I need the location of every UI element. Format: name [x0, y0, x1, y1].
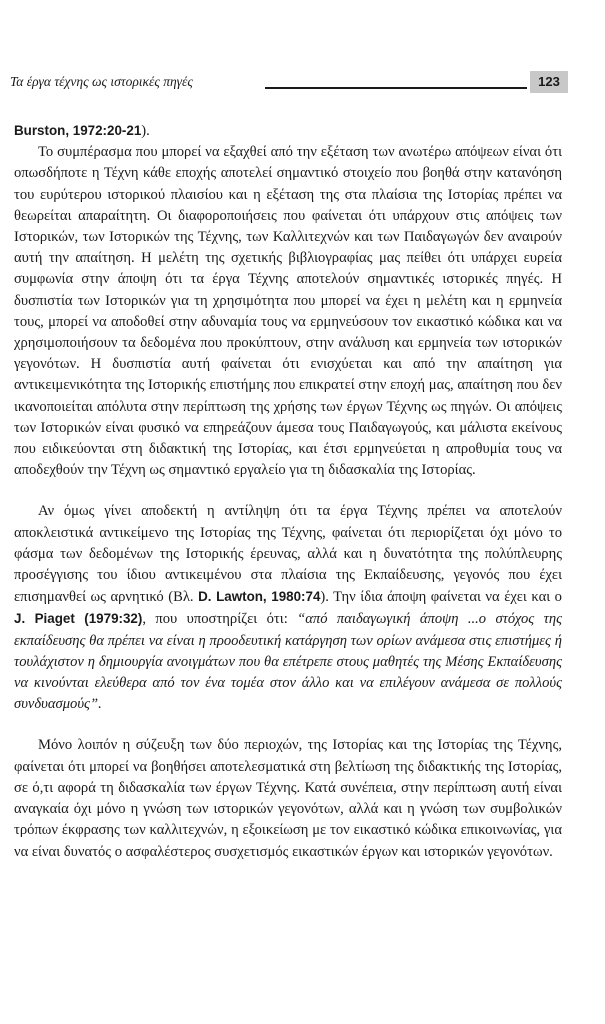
paragraph-text-c: , που υποστηρίζει ότι:: [142, 611, 298, 628]
header-rule: [265, 87, 527, 89]
paragraph-art-history: [14, 501, 562, 715]
paragraph-conclusion: Το συμπέρασμα που μπορεί να εξαχθεί από την εξέταση των ανωτέρω απόψεων είναι ότι οπωσδήποτε η Τέχνη κάθε εποχής αποτελεί σημαντικό στοιχείο που βοηθά στην κατανόηση του ευρύτερου ιστορικού πλαισίου και η εξέταση της στα πλαίσια της Ιστορίας πρέπει να θεωρείται απαραίτητη. Οι διαφοροποιήσεις που φαίνεται ότι υπάρχουν στις απόψεις των Ιστορικών, των Ιστορικών της Τέχνης, των Καλλιτεχνών και των Παιδαγωγών δεν αναιρούν αυτή την απαίτηση. Η μελέτη της σχετικής βιβλιογραφίας μας πείθει ότι υπάρχει ευρεία συμφωνία στην άποψη ότι τα έργα Τέχνης αποτελούν σημαντικές ιστορικές πηγές. Η δυσπιστία των Ιστορικών για τη χρησιμότητα που μπορεί να έχει η μελέτη και η ερμηνεία τους, μπορεί να αποδοθεί στην αδυναμία τους να ερμηνεύσουν τον εικαστικό κώδικα και να χρησιμοποιήσουν τα δεδομένα που προκύπτουν, στην ανάλυση και ερμηνεία των ιστορικών γεγονότων. Η δυσπιστία αυτή φαίνεται ότι ενισχύεται και από την απαίτηση για αντικειμενικότητα της Ιστορικής επιστήμης που επικρατεί στην εποχή μας, απαίτηση που δεν ικανοποιείται απόλυτα στην περίπτωση της χρήσης των έργων Τέχνης ως πηγών. Οι απόψεις των Ιστορικών είναι φυσικό να επηρεάζουν άμεσα τους Παιδαγωγούς, και μάλιστα εκείνους που ειδικεύονται στη διδακτική της Ιστορίας, και έτσι ερμηνεύεται η απροθυμία τους να αποδεχθούν την Τέχνη ως σημαντικό εργαλείο για τη διδασκαλία της Ιστορίας.: [14, 144, 562, 479]
citation-lawton: D. Lawton, 1980:74: [198, 589, 321, 605]
paragraph-text-a: Αν όμως γίνει αποδεκτή η αντίληψη ότι τα έργα Τέχνης πρέπει να αποτελούν αποκλειστικά αντικείμενο της Ιστορίας της Τέχνης, φαίνεται ότι περιορίζεται όχι μόνο το φάσμα των δεδομένων της Ιστορικής έρευνας, αλλά και η δυνατότητα της πολύπλευρης προσέγγισης του ίδιου αντικειμένου στα πλαίσια της Εκπαίδευσης, γεγονός που έχει επισημανθεί ως αρνητικό (Βλ.: [14, 503, 562, 606]
paragraph-text-b: ). Την ίδια άποψη φαίνεται να έχει και ο: [320, 589, 562, 606]
citation-burston: Burston, 1972:20-21: [14, 123, 142, 138]
running-title: Τα έργα τέχνης ως ιστορικές πηγές: [10, 74, 193, 89]
citation-piaget: J. Piaget (1979:32): [14, 611, 143, 627]
page-body: [14, 120, 562, 863]
citation-tail: ).: [141, 123, 150, 139]
piaget-quote: “από παιδαγωγική άποψη ...ο στόχος της εκπαίδευσης θα πρέπει να είναι η προοδευτική κατάργηση των ορίων ανάμεσα στις επιστήμες ή τουλάχιστον η δημιουργία ανοιγμάτων που θα επέτρεπε στους μαθητές της Μέσης Εκπαίδευσης να κινούνται ελεύθερα από τον ένα τομέα στον άλλο και να επιλέγουν ανάμεσα σε πολλούς συνδυασμούς”.: [14, 611, 562, 713]
paragraph-continuation: [14, 120, 562, 142]
page-header: [10, 68, 558, 96]
paragraph-synthesis: Μόνο λοιπόν η σύζευξη των δύο περιοχών, της Ιστορίας και της Ιστορίας της Τέχνης, φαίνεται ότι μπορεί να βοηθήσει αποτελεσματικά στη βελτίωση της διδακτικής της Ιστορίας, σε ό,τι αφορά τη διδασκαλία των έργων Τέχνης. Κατά συνέπεια, στην περίπτωση αυτή είναι αναγκαία όχι μόνο η γνώση των ιστορικών γεγονότων, αλλά και η γνώση των συμβολικών τρόπων έκφρασης των καλλιτεχνών, η εξοικείωση με τον εικαστικό κώδικα επικοινωνίας, για να είναι δυνατός ο ασφαλέστερος συσχετισμός εικαστικών έργων και ιστορικών γεγονότων.: [14, 737, 562, 860]
page-number: 123: [530, 71, 568, 93]
